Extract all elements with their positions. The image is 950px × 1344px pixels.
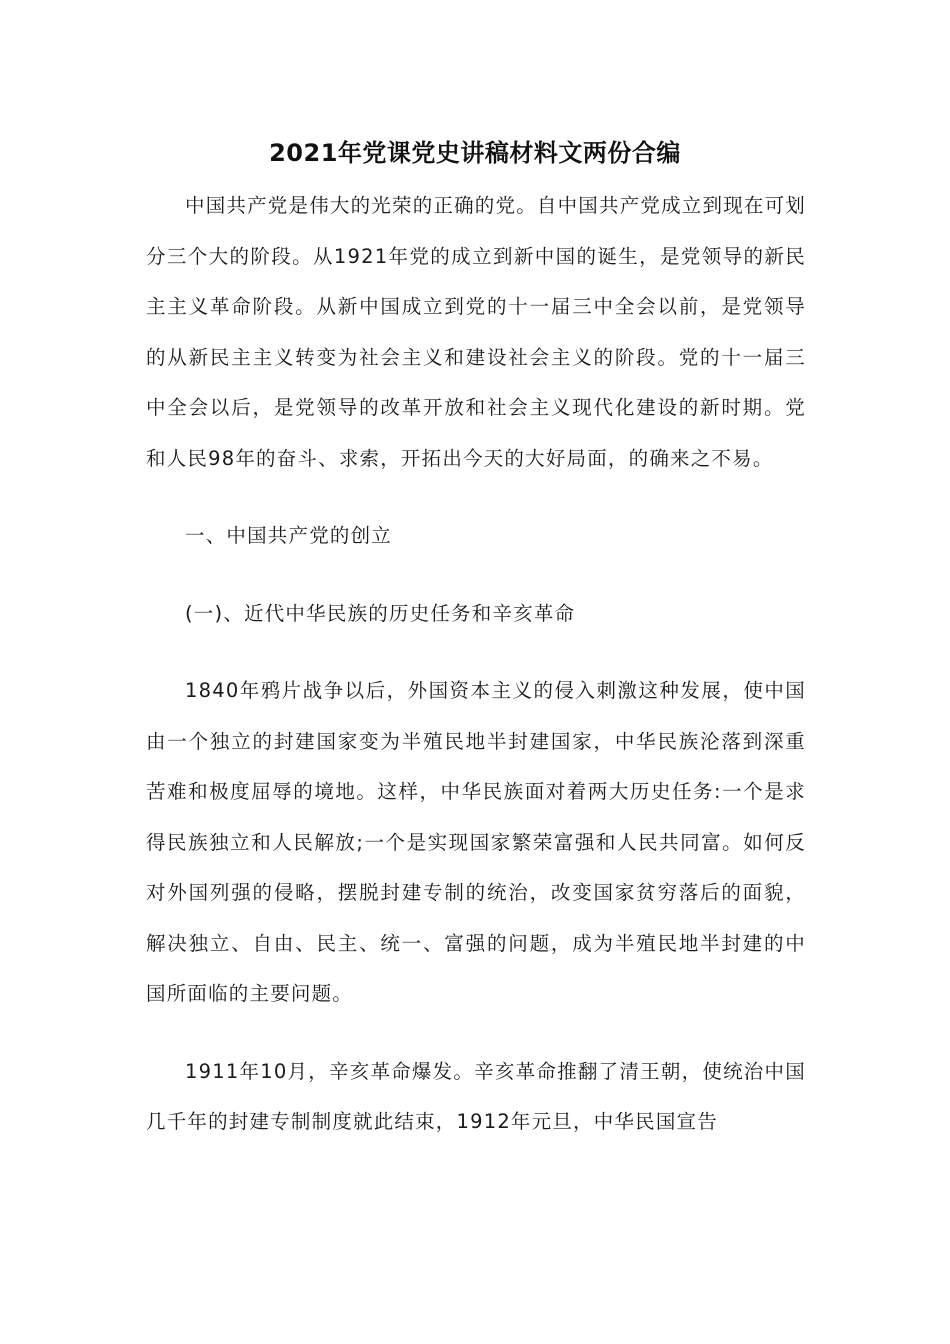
document-title: 2021年党课党史讲稿材料文两份合编 bbox=[269, 139, 681, 167]
section-heading-founding: 一、中国共产党的创立 bbox=[185, 524, 393, 547]
paragraph-1911: 1911年10月，辛亥革命爆发。辛亥革命推翻了清王朝，使统治中国几千年的封建专制制度就此结束，1912年元旦，中华民国宣告 bbox=[146, 1059, 806, 1133]
document-body bbox=[146, 181, 806, 1148]
paragraph-intro: 中国共产党是伟大的光荣的正确的党。自中国共产党成立到现在可划分三个大的阶段。从1921年党的成立到新中国的诞生，是党领导的新民主主义革命阶段。从新中国成立到党的十一届三中全会以前，是党领导的从新民主主义转变为社会主义和建设社会主义的阶段。党的十一届三中全会以后，是党领导的改革开放和社会主义现代化建设的新时期。党和人民98年的奋斗、求索，开拓出今天的大好局面，的确来之不易。 bbox=[146, 194, 807, 470]
paragraph-1840: 1840年鸦片战争以后，外国资本主义的侵入刺激这种发展，使中国由一个独立的封建国家变为半殖民地半封建国家，中华民族沦落到深重苦难和极度屈辱的境地。这样，中华民族面对着两大历史任务:一个是求得民族独立和人民解放;一个是实现国家繁荣富强和人民共同富。如何反对外国列强的侵略，摆脱封建专制的统治，改变国家贫穷落后的面貌，解决独立、自由、民主、统一、富强的问题，成为半殖民地半封建的中国所面临的主要问题。 bbox=[146, 679, 806, 1005]
subsection-heading-history: (一)、近代中华民族的历史任务和辛亥革命 bbox=[185, 601, 576, 625]
